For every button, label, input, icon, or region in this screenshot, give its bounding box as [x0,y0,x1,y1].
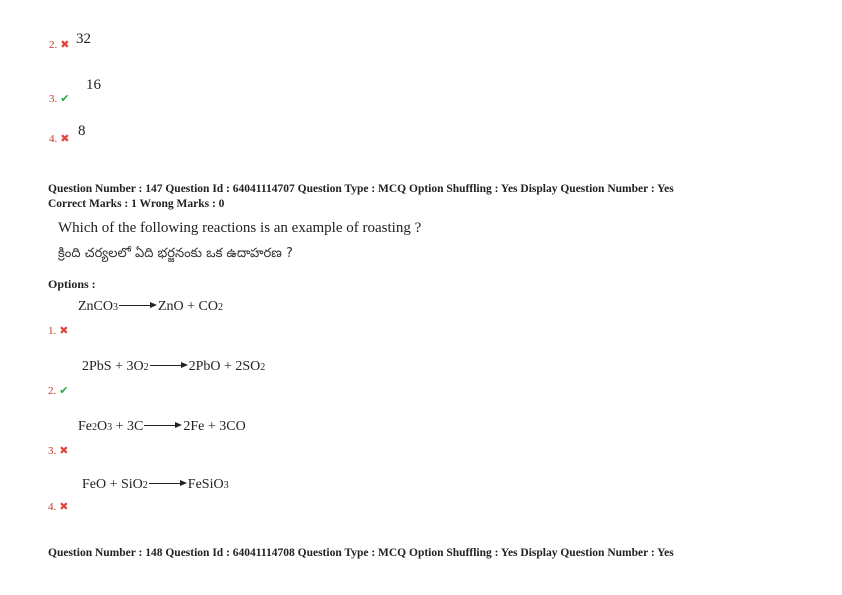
lhs: 2PbS + 3O [82,359,144,374]
option-4-marker [48,497,68,515]
option-number: 4. [48,501,57,513]
question-text-telugu: క్రింది చర్యలలో ఏది భర్జనంకు ఒక ఉదాహరణ ? [58,246,293,261]
arrow-icon [149,478,187,488]
question-meta: Question Number : 147 Question Id : 64041114707 Question Type : MCQ Option Shuffling : Yes Display Question Number : Yes [48,183,674,195]
lhs: O [97,419,108,434]
arrow-icon [150,360,188,370]
prev-option-3 [49,89,69,107]
option-1-marker [48,321,68,339]
prev-option-4 [49,129,69,147]
option-number: 1. [48,325,57,337]
option-number: 3. [48,445,57,457]
rhs: 2PbO + 2SO [188,359,261,374]
cross-icon: ✖ [59,325,69,337]
rhs: 2Fe + 3CO [183,419,246,434]
arrow-icon [144,420,182,430]
lhs: + 3C [112,419,144,434]
question-meta-148: Question Number : 148 Question Id : 64041114708 Question Type : MCQ Option Shuffling : Yes Display Question Number : Yes [48,547,674,559]
option-3-marker [48,441,68,459]
option-4-equation: FeO + SiO 2 FeSiO 3 [82,477,229,492]
cross-icon: ✖ [59,445,69,457]
option-1-equation: ZnCO 3 ZnO + CO 2 [78,299,224,314]
marks-meta: Correct Marks : 1 Wrong Marks : 0 [48,198,225,210]
arrow-icon [119,300,157,310]
option-2-marker [48,381,68,399]
option-number: 3. [49,93,58,105]
check-icon: ✔ [59,385,69,397]
lhs: Fe [78,419,92,434]
option-2-equation: 2PbS + 3O 2 2PbO + 2SO 2 [82,359,266,374]
option-number: 2. [48,385,57,397]
prev-option-3-value: 16 [86,77,101,93]
prev-option-2-value: 32 [76,31,91,47]
lhs: ZnCO [78,299,113,314]
prev-option-2 [49,35,69,53]
option-number: 2. [49,39,58,51]
option-3-equation: Fe 2 O 3 + 3C 2Fe + 3CO [78,419,246,434]
lhs: FeO + SiO [82,477,143,492]
cross-icon: ✖ [60,133,70,145]
rhs: FeSiO [187,477,224,492]
options-label: Options : [48,277,96,291]
rhs: ZnO + CO [158,299,219,314]
cross-icon: ✖ [59,501,69,513]
cross-icon: ✖ [60,39,70,51]
check-icon: ✔ [60,93,70,105]
option-number: 4. [49,133,58,145]
question-text-english: Which of the following reactions is an example of roasting ? [58,220,422,236]
prev-option-4-value: 8 [78,123,86,139]
